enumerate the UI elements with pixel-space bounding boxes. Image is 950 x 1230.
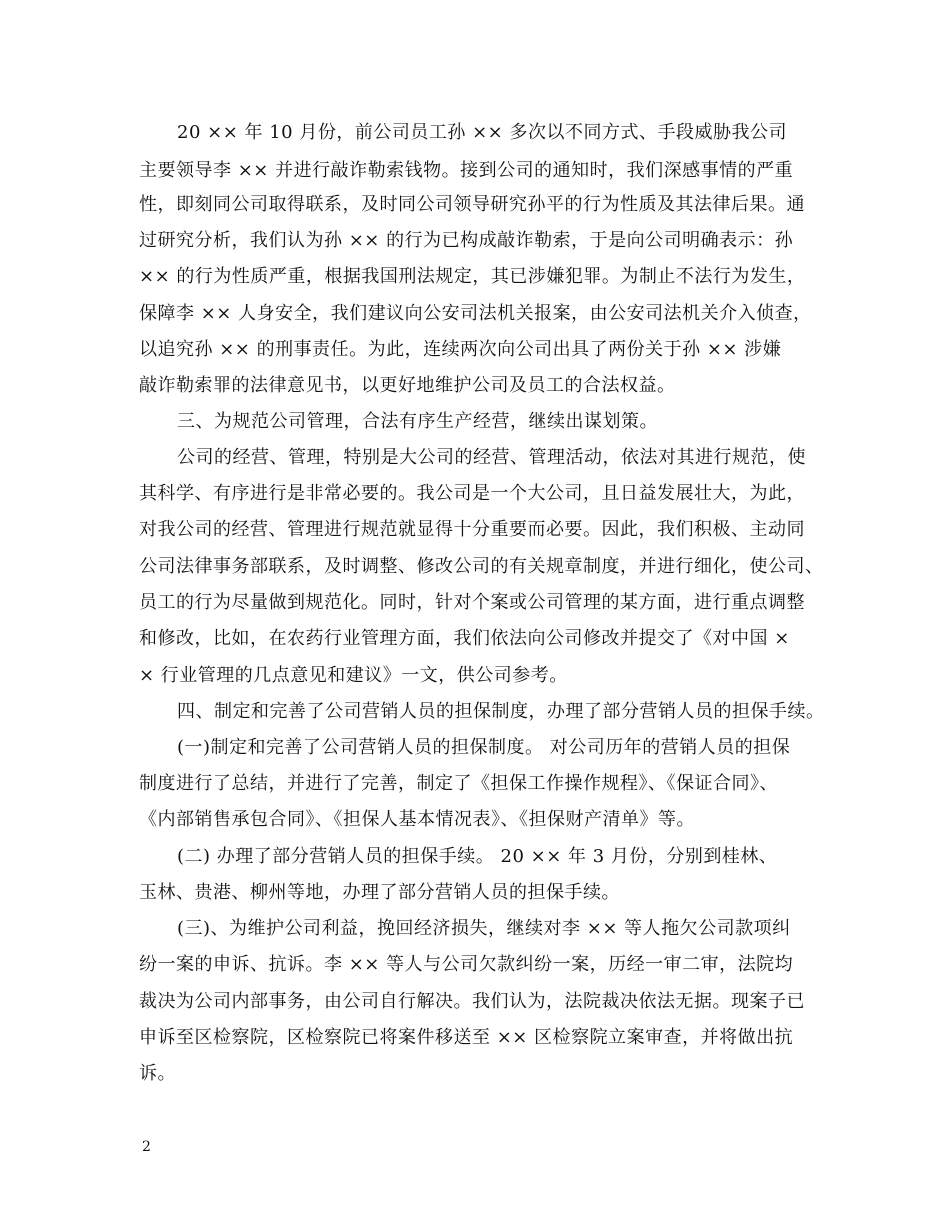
paragraph-line: (二) 办理了部分营销人员的担保手续。 20 ×× 年 3 月份，分别到桂林、: [177, 846, 778, 867]
section-heading: 四、制定和完善了公司营销人员的担保制度，办理了部分营销人员的担保手续。: [177, 701, 825, 722]
paragraph-line: 员工的行为尽量做到规范化。同时，针对个案或公司管理的某方面，进行重点调整: [139, 592, 805, 613]
paragraph-line: 主要领导李 ×× 并进行敲诈勒索钱物。接到公司的通知时，我们深感事情的严重: [139, 160, 794, 181]
paragraph-line: (三)、为维护公司利益，挽回经济损失，继续对李 ×× 等人拖欠公司款项纠: [177, 918, 791, 939]
paragraph-line: 保障李 ×× 人身安全，我们建议向公安司法机关报案，由公安司法机关介入侦查，: [139, 303, 812, 324]
paragraph-line: 过研究分析，我们认为孙 ×× 的行为已构成敲诈勒索，于是向公司明确表示：孙: [139, 230, 794, 251]
paragraph-line: 公司法律事务部联系，及时调整、修改公司的有关规章制度，并进行细化，使公司、: [139, 556, 824, 577]
paragraph-line: 裁决为公司内部事务，由公司自行解决。我们认为，法院裁决依法无据。现案子已: [139, 991, 805, 1012]
paragraph-line: 诉。: [139, 1063, 176, 1084]
paragraph-line: 其科学、有序进行是非常必要的。我公司是一个大公司，且日益发展壮大，为此，: [139, 483, 805, 504]
paragraph-line: 制度进行了总结，并进行了完善，制定了《担保工作操作规程》、《保证合同》、: [139, 773, 778, 794]
paragraph-line: 《内部销售承包合同》、《担保人基本情况表》、《担保财产清单》等。: [139, 809, 695, 830]
paragraph-line: ×× 的行为性质严重，根据我国刑法规定，其已涉嫌犯罪。为制止不法行为发生，: [139, 266, 806, 287]
paragraph-line: 敲诈勒索罪的法律意见书，以更好地维护公司及员工的合法权益。: [139, 375, 676, 396]
paragraph-line: 20 ×× 年 10 月份，前公司员工孙 ×× 多次以不同方式、手段威胁我公司: [177, 122, 787, 143]
paragraph-line: 申诉至区检察院，区检察院已将案件移送至 ×× 区检察院立案审查，并将做出抗: [139, 1027, 794, 1048]
paragraph-line: (一)制定和完善了公司营销人员的担保制度。 对公司历年的营销人员的担保: [177, 737, 791, 758]
paragraph-line: 性，即刻同公司取得联系，及时同公司领导研究孙平的行为性质及其法律后果。通: [139, 194, 805, 215]
paragraph-line: 对我公司的经营、管理进行规范就显得十分重要而必要。因此，我们积极、主动同: [139, 519, 805, 540]
paragraph-line: 和修改，比如，在农药行业管理方面，我们依法向公司修改并提交了《对中国 ×: [139, 628, 790, 649]
paragraph-line: 以追究孙 ×× 的刑事责任。为此，连续两次向公司出具了两份关于孙 ×× 涉嫌: [139, 339, 782, 360]
paragraph-line: 公司的经营、管理，特别是大公司的经营、管理活动，依法对其进行规范，使: [177, 447, 806, 468]
paragraph-line: 纷一案的申诉、抗诉。李 ×× 等人与公司欠款纠纷一案，历经一审二审，法院均: [139, 954, 794, 975]
section-heading: 三、为规范公司管理，合法有序生产经营，继续出谋划策。: [177, 411, 658, 432]
page-number: 2: [142, 1139, 151, 1155]
paragraph-line: 玉林、贵港、柳州等地，办理了部分营销人员的担保手续。: [139, 882, 620, 903]
paragraph-line: × 行业管理的几点意见和建议》一文，供公司参考。: [139, 665, 568, 686]
